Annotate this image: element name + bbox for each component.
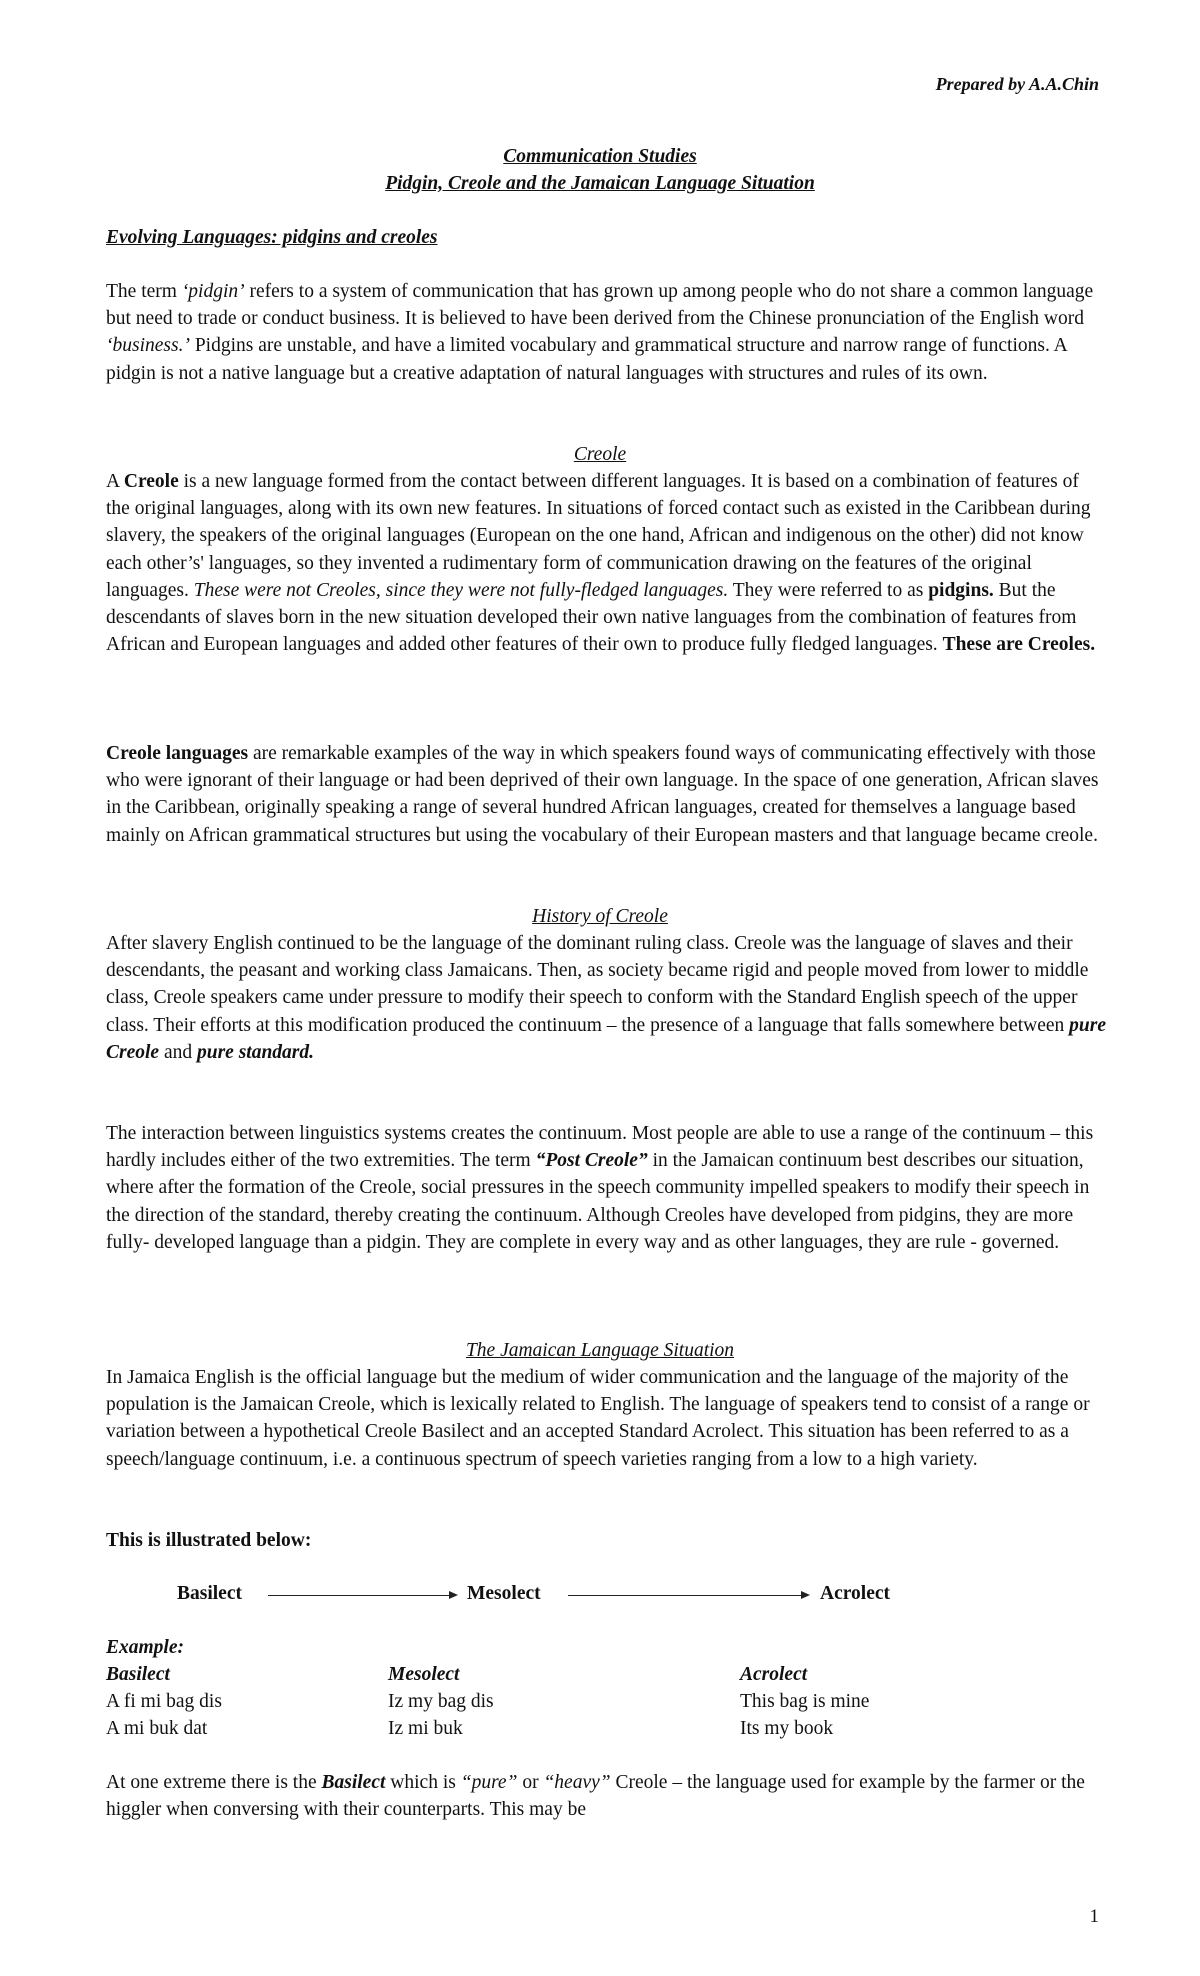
paragraph-creole-languages: Creole languages are remarkable examples of the way in which speakers found ways of communicating effectively with those who were ignorant of their language or had been deprived of their own language. In the space of one generation, African slaves in the Caribbean, originally speaking a range of several hundred African languages, created for themselves a language based mainly on African grammatical structures but using the vocabulary of their European masters and that language became creole. [106, 743, 1099, 846]
continuum-basilect: Basilect [177, 1583, 242, 1604]
section-heading-evolving: Evolving Languages: pidgins and creoles [106, 227, 438, 248]
paragraph-continuum: The interaction between linguistics systems creates the continuum. Most people are able to use a range of the continuum – this hardly includes either of the two extremities. The term “Post Creole” in the Jamaican continuum best describes our situation, where after the formation of the Creole, social pressures in the speech community impelled speakers to modify their speech in the direction of the standard, thereby creating the continuum. Although Creoles have developed from pidgins, they are more fully- developed language than a pidgin. They are complete in every way and as other languages, they are rule - governed. [106, 1123, 1094, 1253]
example-label: Example: [106, 1637, 184, 1658]
heading-creole: Creole [573, 444, 627, 465]
illustrated-below-label: This is illustrated below: [106, 1530, 312, 1551]
arrow-right-icon [568, 1595, 808, 1596]
paragraph-pidgin: The term ‘pidgin’ refers to a system of communication that has grown up among people who do not share a common language but need to trade or conduct business. It is believed to have been derived from the Chinese pronunciation of the English word ‘business.’ Pidgins are unstable, and have a limited vocabulary and grammatical structure and narrow range of functions. A pidgin is not a native language but a creative adaptation of natural languages with structures and rules of its own. [106, 281, 1094, 384]
paragraph-jamaican-situation: In Jamaica English is the official language but the medium of wider communication and the language of the majority of the population is the Jamaican Creole, which is lexically related to English. The language of speakers tend to consist of a range or variation between a hypothetical Creole Basilect and an accepted Standard Acrolect. This situation has been referred to as a speech/language continuum, i.e. a continuous spectrum of speech varieties ranging from a low to a high variety. [106, 1367, 1090, 1470]
paragraph-history: After slavery English continued to be the language of the dominant ruling class. Creole was the language of slaves and their descendants, the peasant and working class Jamaicans. Then, as society became rigid and people moved from lower to middle class, Creole speakers came under pressure to modify their speech to conform with the Standard English speech of the upper class. Their efforts at this modification produced the continuum – the presence of a language that falls somewhere between pure Creole and pure standard. [106, 933, 1106, 1063]
prepared-by: Prepared by A.A.Chin [935, 74, 1099, 94]
example-column-head: Mesolect [388, 1664, 460, 1685]
heading-jamaican-language-situation: The Jamaican Language Situation [465, 1340, 735, 1361]
example-row: This bag is mine [740, 1691, 870, 1713]
example-column-head: Acrolect [740, 1664, 808, 1685]
title-course: Communication Studies [503, 146, 697, 167]
example-row: A mi buk dat [106, 1718, 208, 1740]
continuum-acrolect: Acrolect [820, 1583, 891, 1604]
example-row: Its my book [740, 1718, 834, 1740]
title-topic: Pidgin, Creole and the Jamaican Language Situation [385, 173, 815, 194]
example-row: Iz my bag dis [388, 1691, 494, 1713]
arrow-right-icon [268, 1595, 456, 1596]
example-row: Iz mi buk [388, 1718, 463, 1740]
paragraph-creole-definition: A Creole is a new language formed from the contact between different languages. It is based on a combination of features of the original languages, along with its own new features. In situations of forced contact such as existed in the Caribbean during slavery, the speakers of the original languages (European on the one hand, African and indigenous on the other) did not know each other’s' languages, so they invented a rudimentary form of communication drawing on the features of the original languages. These were not Creoles, since they were not fully-fledged languages. They were referred to as pidgins. But the descendants of slaves born in the new situation developed their own native languages from the combination of features from African and European languages and added other features of their own to produce fully fledged languages. These are Creoles. [106, 471, 1096, 656]
heading-history-of-creole: History of Creole [532, 906, 668, 927]
example-column-mesolect [388, 1661, 494, 1743]
example-column-acrolect [740, 1661, 869, 1743]
example-column-basilect [106, 1661, 222, 1743]
continuum-mesolect: Mesolect [467, 1583, 541, 1604]
example-column-head: Basilect [106, 1664, 170, 1685]
example-row: A fi mi bag dis [106, 1691, 222, 1713]
page-number: 1 [1089, 1906, 1099, 1927]
paragraph-basilect: At one extreme there is the Basilect which is “pure” or “heavy” Creole – the language used for example by the farmer or the higgler when conversing with their counterparts. This may be [106, 1772, 1085, 1821]
